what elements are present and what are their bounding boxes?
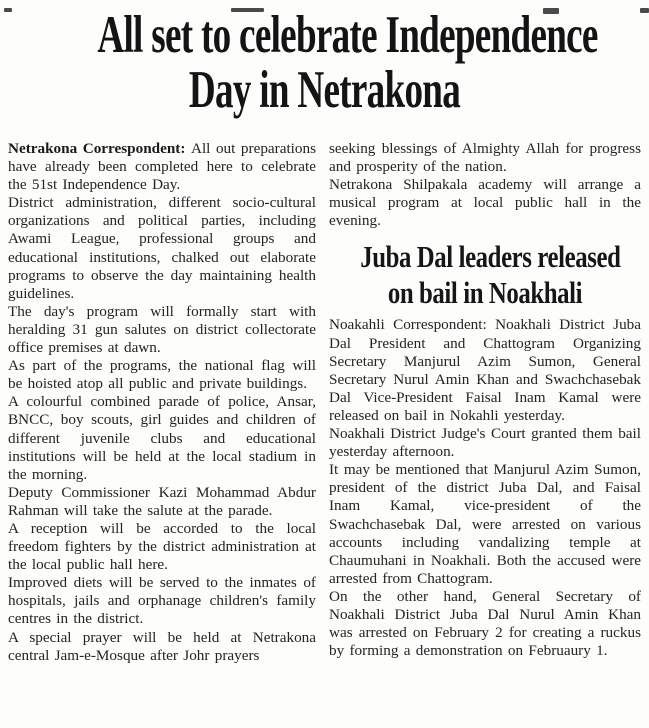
secondary-headline-line-2: on bail in Noakhali bbox=[387, 275, 583, 311]
paragraph: District administration, different socio-cultural organizations and political parties, including Awami League, professional groups and educational institutions, chalked out elaborate programs to observe the day maintaining health guidelines. bbox=[8, 194, 316, 302]
article-columns bbox=[0, 140, 649, 665]
paragraph: Netrakona Shilpakala academy will arrange a musical program at local public hall in the evening. bbox=[329, 176, 641, 230]
paragraph: The day's program will formally start with heralding 31 gun salutes on district collectorate office premises at dawn. bbox=[8, 302, 316, 357]
main-headline-line-2: Day in Netrakona bbox=[188, 61, 461, 119]
correspondent-label: Netrakona Correspondent: bbox=[8, 140, 191, 157]
scan-artifact bbox=[640, 8, 649, 13]
secondary-article-body bbox=[329, 316, 641, 660]
main-headline-line-1: All set to celebrate Independence bbox=[97, 6, 598, 64]
paragraph: A colourful combined parade of police, Ansar, BNCC, boy scouts, girl guides and children of different juvenile clubs and educational institutions will be held at the local stadium in the morning. bbox=[8, 393, 316, 483]
paragraph: A reception will be accorded to the local freedom fighters by the district administration at the local public hall here. bbox=[8, 519, 316, 574]
paragraph: On the other hand, General Secretary of Noakhali District Juba Dal Nurul Amin Khan was arrested on February 2 for creating a ruckus by forming a demonstration on Februaury 1. bbox=[329, 587, 641, 660]
paragraph: It may be mentioned that Manjurul Azim Sumon, president of the district Juba Dal, and Faisal Inam Kamal, vice-president of the Swachchasebak Dal, were arrested on various accounts including vandalizing temple at Chaumuhani in Noakhali. Both the accused were arrested from Chattogram. bbox=[329, 461, 641, 587]
paragraph: As part of the programs, the national flag will be hoisted atop all public and private buildings. bbox=[8, 357, 316, 393]
left-column bbox=[8, 140, 316, 665]
paragraph: seeking blessings of Almighty Allah for progress and prosperity of the nation. bbox=[329, 140, 641, 176]
paragraph: Netrakona Correspondent: All out preparations have already been completed here to celebrate the 51st Independence Day. bbox=[8, 140, 316, 194]
newspaper-clipping bbox=[0, 8, 649, 728]
secondary-headline bbox=[329, 239, 641, 311]
paragraph: A special prayer will be held at Netrakona central Jam-e-Mosque after Johr prayers bbox=[8, 628, 316, 664]
secondary-headline-line-1: Juba Dal leaders released bbox=[360, 239, 621, 275]
paragraph: Deputy Commissioner Kazi Mohammad Abdur Rahman will take the salute at the parade. bbox=[8, 483, 316, 519]
main-headline bbox=[0, 8, 649, 118]
scan-artifact bbox=[4, 8, 12, 12]
paragraph: Improved diets will be served to the inmates of hospitals, jails and orphanage children's family centres in the district. bbox=[8, 574, 316, 628]
right-column bbox=[329, 140, 641, 665]
paragraph: Noakhali District Judge's Court granted them bail yesterday afternoon. bbox=[329, 425, 641, 461]
paragraph: Noakahli Correspondent: Noakhali District Juba Dal President and Chattogram Organizing Secretary Manjurul Azim Sumon, General Secretary Nurul Amin Khan and Swachchasebak Dal Vice-President Faisal Inam Kamal were released on bail in Nokahli yesterday. bbox=[329, 316, 641, 424]
main-article-continuation bbox=[329, 140, 641, 230]
